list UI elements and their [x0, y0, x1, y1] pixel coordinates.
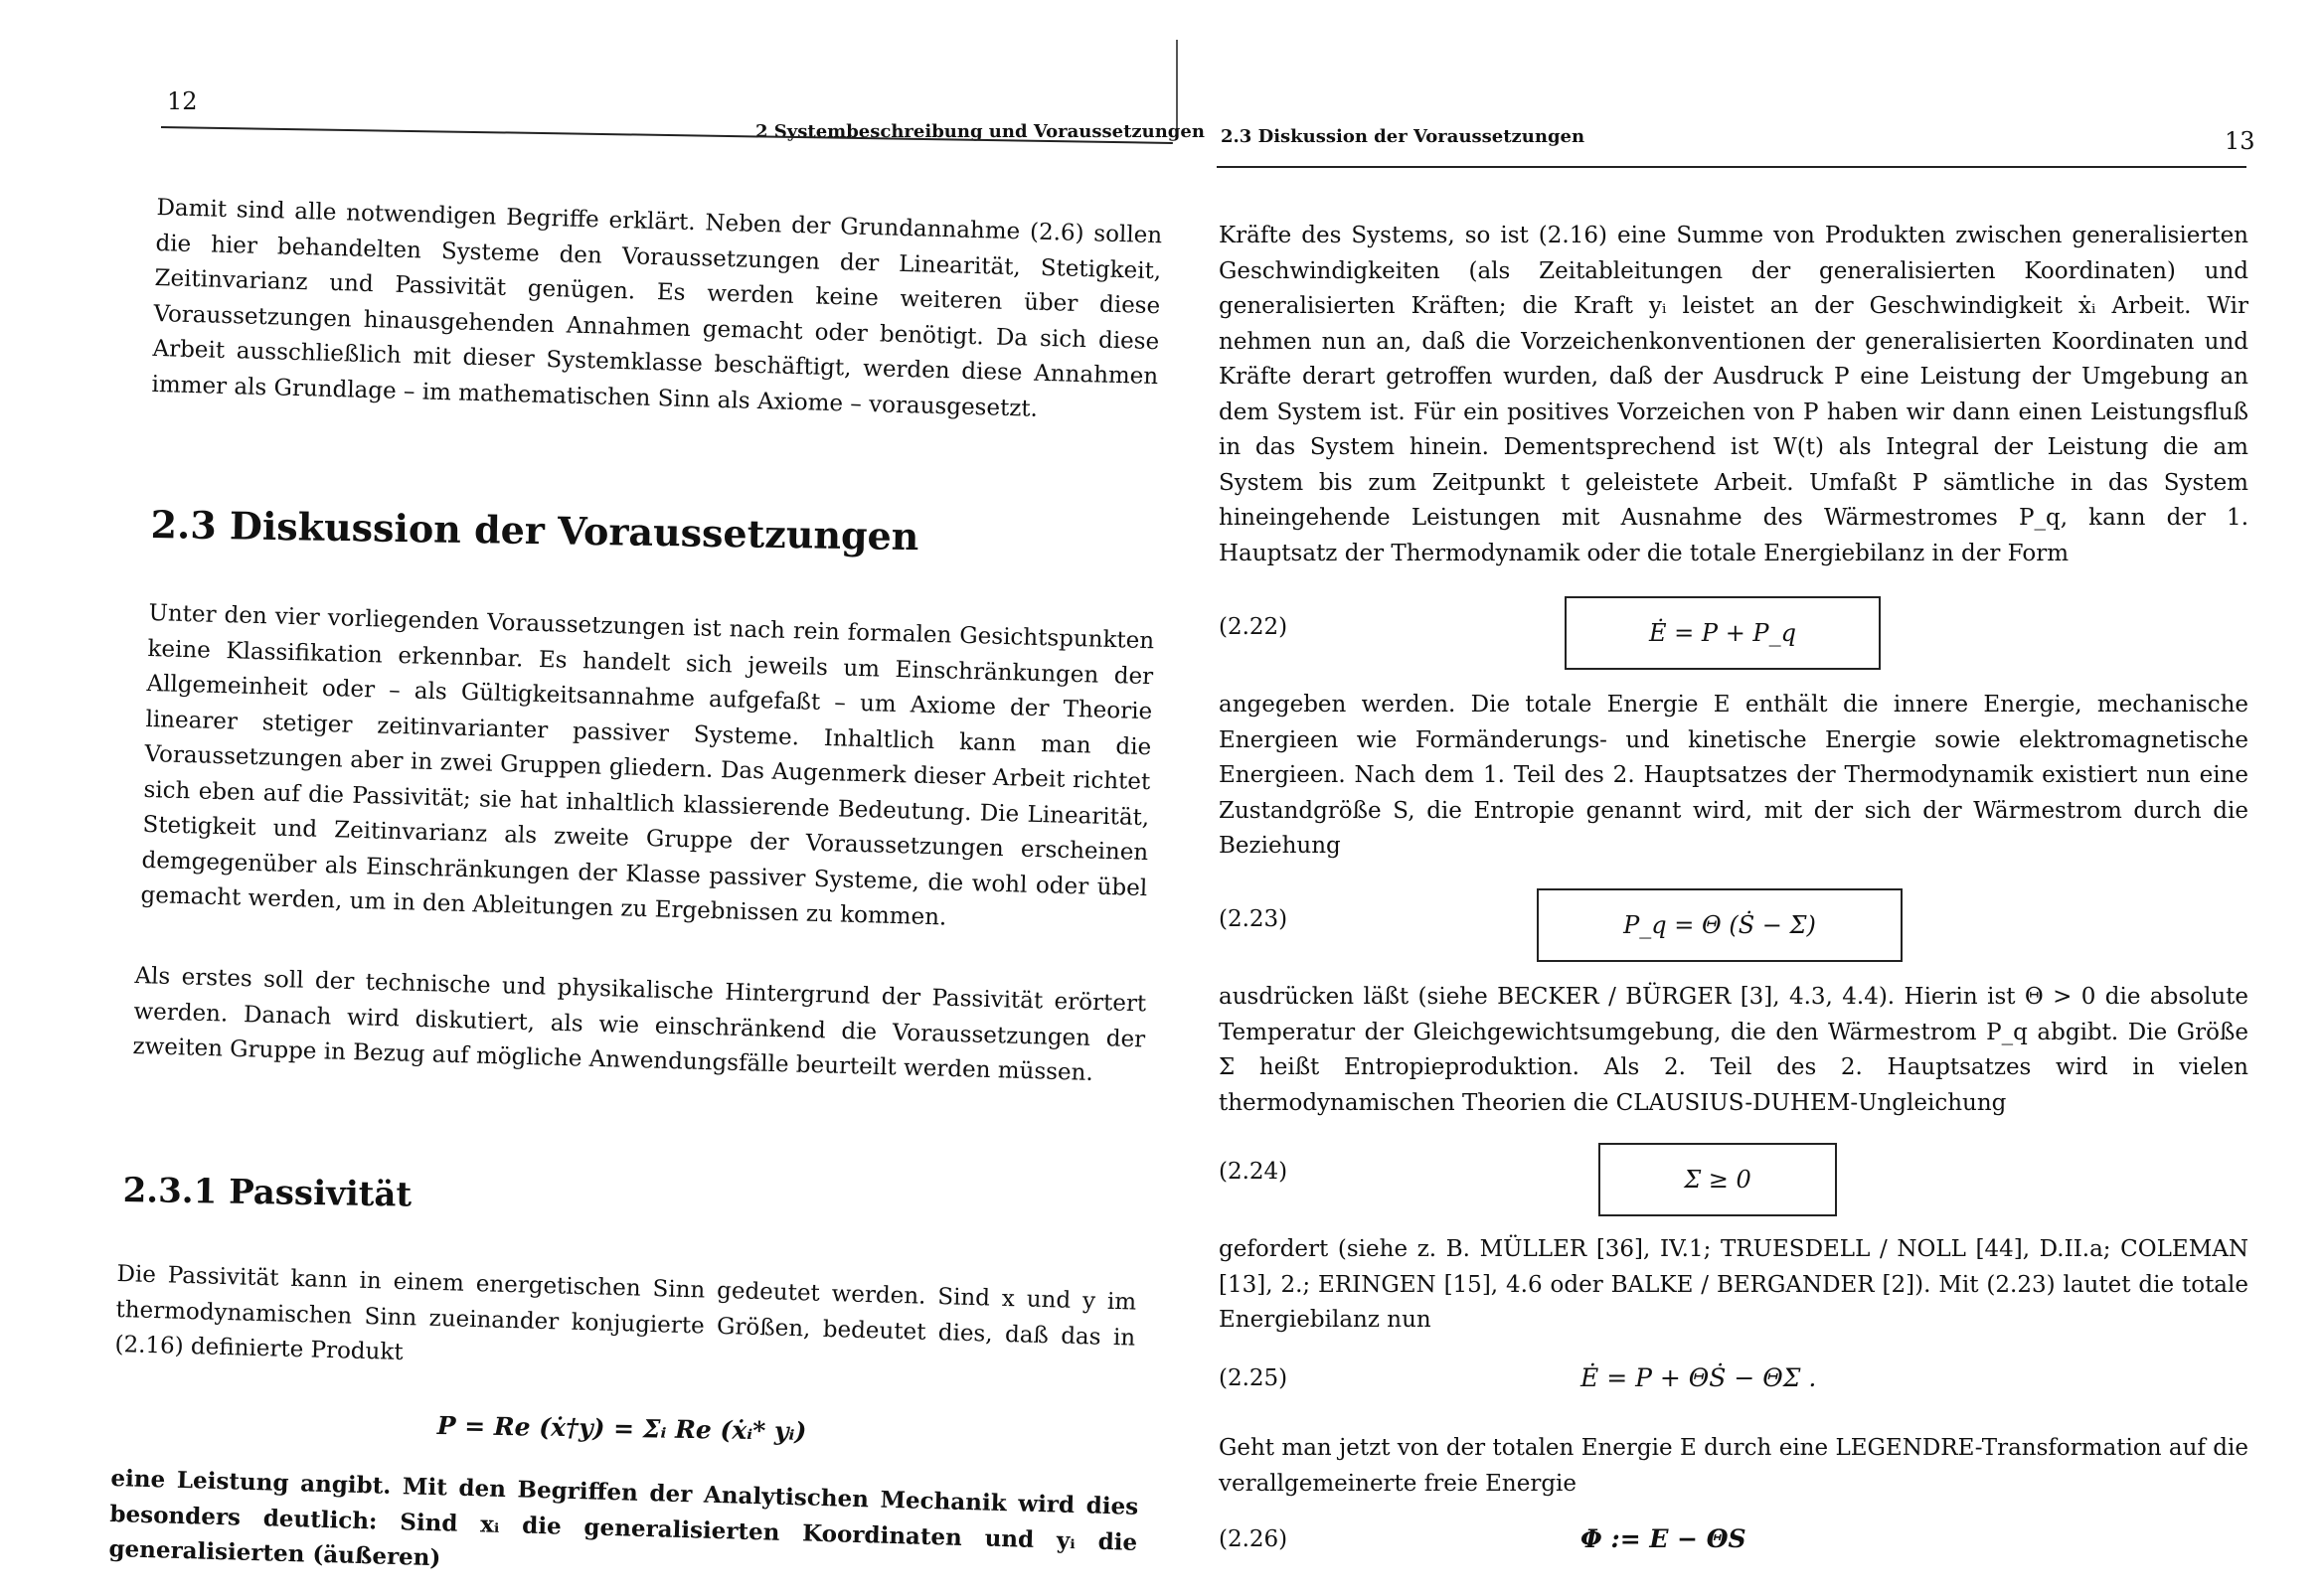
eq-2-24-number: (2.24) — [1219, 1159, 1288, 1185]
eq-2-22-number: (2.22) — [1219, 614, 1288, 640]
equation-power: P = Re (ẋ†y) = Σᵢ Re (ẋᵢ* yᵢ) — [436, 1411, 807, 1446]
section-paragraph-2: Als erstes soll der technische und physikalische Hintergrund der Passivität erörtert werden. Danach wird diskutiert, als wie einschränkend die Voraussetzungen der zweiten Gruppe in Bezug auf mögliche Anwendungsfälle beurteilt werden müssen. — [132, 962, 1147, 1086]
right-paragraph-3: ausdrücken läßt (siehe BECKER / BÜRGER [3], 4.3, 4.4). Hierin ist Θ > 0 die absolute Temperatur der Gleichgewichtsumgebung, die den Wärmestrom P_q abgibt. Die Größe Σ heißt Entropieproduktion. Als 2. Teil des 2. Hauptsatzes wird in vielen thermodynamischen Theorien die CLAUSIUS-DUHEM-Ungleichung — [1219, 984, 2248, 1116]
section-heading: 2.3 Diskussion der Voraussetzungen — [150, 502, 919, 559]
eq-2-26-formula: Φ := E − ΘS — [1580, 1524, 1746, 1553]
right-page — [1183, 0, 2324, 1577]
right-paragraph-5: Geht man jetzt von der totalen Energie E durch eine LEGENDRE-Transformation auf die verallgemeinerte freie Energie — [1219, 1435, 2248, 1497]
eq-2-24-box — [1598, 1143, 1837, 1216]
right-paragraph-1: Kräfte des Systems, so ist (2.16) eine Summe von Produkten zwischen generalisierten Geschwindigkeiten (als Zeitableitungen der generalisierten Koordinaten) und generalisierten Kräften; die Kraft yᵢ leistet an der Geschwindigkeit ẋᵢ Arbeit. Wir nehmen nun an, daß die Vorzeichenkonventionen der generalisierten Koordinaten und Kräfte derart getroffen wurden, daß der Ausdruck P eine Leistung der Umgebung an dem System ist. Für ein positives Vorzeichen von P haben wir dann einen Leistungsfluß in das System hinein. Dementsprechend ist W(t) als Integral der Leistung die am System bis zum Zeitpunkt t geleistete Arbeit. Umfaßt P sämtliche in das System hineingehende Leistungen mit Ausnahme des Wärmestromes P_q, kann der 1. Hauptsatz der Thermodynamik oder die totale Energiebilanz in der Form — [1219, 223, 2248, 566]
eq-2-25-number: (2.25) — [1219, 1365, 1288, 1391]
eq-2-22-box — [1565, 596, 1881, 670]
running-head-left: 2 Systembeschreibung und Voraussetzungen — [755, 121, 1205, 142]
closing-paragraph: eine Leistung angibt. Mit den Begriffen der Analytischen Mechanik wird dies besonders deutlich: Sind xᵢ die generalisierten Koordinaten und yᵢ die generalisierten (äußeren) — [108, 1464, 1139, 1572]
right-paragraph-2: angegeben werden. Die totale Energie E enthält die innere Energie, mechanische Energieen wie Formänderungs- und kinetische Energie sowie elektromagnetische Energieen. Nach dem 1. Teil des 2. Hauptsatzes der Thermodynamik existiert nun eine Zustandgröße S, die Entropie genannt wird, mit der sich der Wärmestrom durch die Beziehung — [1219, 692, 2248, 859]
page-number-left: 12 — [167, 87, 198, 115]
eq-2-22-formula: Ė = P + P_q — [1649, 619, 1796, 647]
eq-2-26-number: (2.26) — [1219, 1526, 1288, 1552]
subsection-paragraph: Die Passivität kann in einem energetischen Sinn gedeutet werden. Sind x und y im thermodynamischen Sinn zueinander konjugierte Größen, bedeutet dies, daß das in (2.16) definierte Produkt — [114, 1260, 1137, 1366]
eq-2-23-box — [1537, 888, 1903, 962]
eq-2-24-formula: Σ ≥ 0 — [1684, 1166, 1751, 1194]
eq-2-23-formula: P_q = Θ (Ṡ − Σ) — [1623, 911, 1816, 939]
section-paragraph-1: Unter den vier vorliegenden Voraussetzungen ist nach rein formalen Gesichtspunkten keine Klassifikation erkennbar. Es handelt sich jeweils um Einschränkungen der Allgemeinheit oder – als Gültigkeitsannahme aufgefaßt – um Axiome der Theorie linearer stetiger zeitinvarianter passiver Systeme. Inhaltlich kann man die Voraussetzungen aber in zwei Gruppen gliedern. Das Augenmerk dieser Arbeit richtet sich eben auf die Passivität; sie hat inhaltlich klassierende Bedeutung. Die Linearität, Stetigkeit und Zeitinvarianz als zweite Gruppe der Voraussetzungen erscheinen demgegenüber als Einschränkungen der Klasse passiver Systeme, die wohl oder übel gemacht werden, um in den Ableitungen zu Ergebnissen zu kommen. — [140, 599, 1155, 931]
right-paragraph-4: gefordert (siehe z. B. MÜLLER [36], IV.1; TRUESDELL / NOLL [44], D.II.a; COLEMAN [13], 2.; ERINGEN [15], 4.6 oder BALKE / BERGANDER [2]). Mit (2.23) lautet die totale Energiebilanz nun — [1219, 1236, 2248, 1333]
eq-2-23-number: (2.23) — [1219, 906, 1288, 932]
running-head-right: 2.3 Diskussion der Voraussetzungen — [1221, 126, 1585, 147]
page-number-right: 13 — [2225, 127, 2255, 155]
intro-paragraph: Damit sind alle notwendigen Begriffe erklärt. Neben der Grundannahme (2.6) sollen die hier behandelten Systeme den Voraussetzungen der Linearität, Stetigkeit, Zeitinvarianz und Passivität genügen. Es werden keine weiteren über diese Voraussetzungen hinausgehenden Annahmen gemacht oder benötigt. Da sich diese Arbeit ausschließlich mit dieser Systemklasse beschäftigt, werden diese Annahmen immer als Grundlage – im mathematischen Sinn als Axiome – vorausgesetzt. — [151, 194, 1163, 422]
header-rule-right — [1217, 166, 2246, 168]
subsection-heading: 2.3.1 Passivität — [122, 1171, 413, 1215]
eq-2-25-formula: Ė = P + ΘṠ − ΘΣ . — [1580, 1363, 1817, 1392]
